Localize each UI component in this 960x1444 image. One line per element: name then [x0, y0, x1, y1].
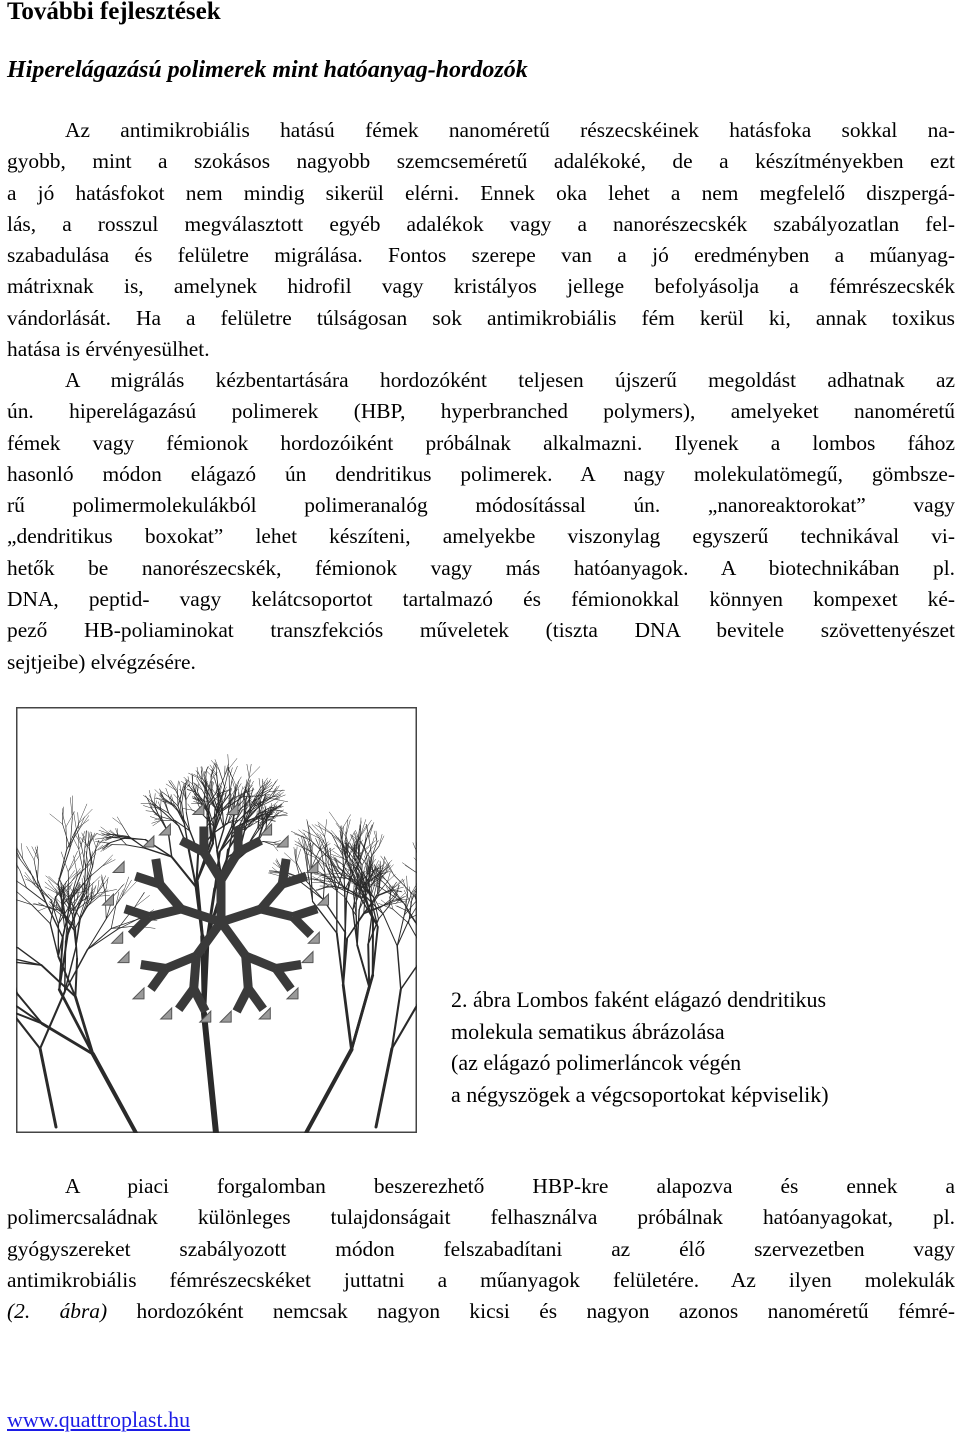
dendrimer-tree-figure	[16, 707, 417, 1133]
text-line: pező HB-poliaminokat transzfekciós műveletek (tiszta DNA bevitele szövettenyészet	[7, 618, 955, 643]
text-line: polimercsaládnak különleges tulajdonságait felhasználva próbálnak hatóanyagokat, pl.	[7, 1205, 955, 1230]
paragraph-hbp-applications	[7, 1171, 955, 1327]
text-line: hasonló módon elágazó ún dendritikus polimerek. A nagy molekulatömegű, gömbsze-	[7, 461, 955, 486]
text-line: A piaci forgalomban beszerezhető HBP-kre alapozva és ennek a	[65, 1174, 955, 1198]
text-line: szabadulása és felületre migrálása. Fontos szerepe van a jó eredményben a műanyag-	[7, 243, 955, 268]
caption-line: 2. ábra Lombos faként elágazó dendritikus	[451, 987, 827, 1012]
text-line: lás, a rosszul megválasztott egyéb adalékok vagy a nanorészecskék szabályozatlan fel-	[7, 211, 955, 236]
figure-caption	[451, 984, 829, 1110]
text-line: fémek vagy fémionok hordozóiként próbálnak alkalmazni. Ilyenek a lombos fához	[7, 430, 955, 455]
caption-line: (az elágazó polimerláncok végén	[451, 1050, 742, 1075]
text-line: rű polimermolekulákból polimeranalóg módosítással ún. „nanoreaktorokat” vagy	[7, 493, 955, 518]
caption-line: molekula sematikus ábrázolása	[451, 1018, 725, 1044]
text-line: sejtjeibe) elvégzésére.	[7, 649, 196, 674]
text-line: DNA, peptid- vagy kelátcsoportot tartalmazó és fémionokkal könnyen kompexet ké-	[7, 587, 955, 612]
website-link[interactable]: www.quattroplast.hu	[7, 1407, 191, 1432]
text-line: a jó hatásfokot nem mindig sikerül elérni. Ennek oka lehet a nem megfelelő diszpergá-	[7, 180, 955, 205]
text-fragment: hordozóként nemcsak nagyon kicsi és nagyon azonos nanoméretű fémré-	[107, 1299, 955, 1324]
caption-line: a négyszögek a végcsoportokat képviselik)	[451, 1081, 829, 1107]
text-line: vándorlását. Ha a felületre túlságosan sok antimikrobiális fém kerül ki, annak toxikus	[7, 305, 955, 330]
section-subheading: Hiperelágazású polimerek mint hatóanyag-hordozók	[7, 57, 528, 83]
section-heading: További fejlesztések	[7, 0, 221, 25]
text-line: antimikrobiális fémrészecskéket juttatni a műanyagok felületére. Az ilyen molekulák	[7, 1267, 955, 1292]
figure-reference: (2. ábra)	[7, 1299, 108, 1324]
text-line: hetők be nanorészecskék, fémionok vagy más hatóanyagok. A biotechnikában pl.	[7, 555, 955, 580]
text-line: hatása is érvényesülhet.	[7, 337, 210, 362]
text-line: „dendritikus boxokat” lehet készíteni, amelyekbe viszonylag egyszerű technikával vi-	[7, 524, 955, 549]
text-line: gyobb, mint a szokásos nagyobb szemcseméretű adalékoké, de a készítményekben ezt	[7, 149, 955, 174]
text-line: mátrixnak is, amelynek hidrofil vagy kristályos jellege befolyásolja a fémrészecskék	[7, 274, 955, 299]
paragraph-hyperbranched-polymers	[7, 365, 955, 678]
text-line: Az antimikrobiális hatású fémek nanoméretű részecskéinek hatásfoka sokkal na-	[65, 118, 955, 142]
text-line	[7, 1296, 955, 1327]
text-line: gyógyszereket szabályozott módon felszabadítani az élő szervezetben vagy	[7, 1236, 955, 1261]
text-line: ún. hiperelágazású polimerek (HBP, hyperbranched polymers), amelyeket nanoméretű	[7, 399, 955, 424]
text-line: A migrálás kézbentartására hordozóként teljesen újszerű megoldást adhatnak az	[65, 368, 955, 392]
paragraph-antimicrobial-metals	[7, 115, 955, 365]
